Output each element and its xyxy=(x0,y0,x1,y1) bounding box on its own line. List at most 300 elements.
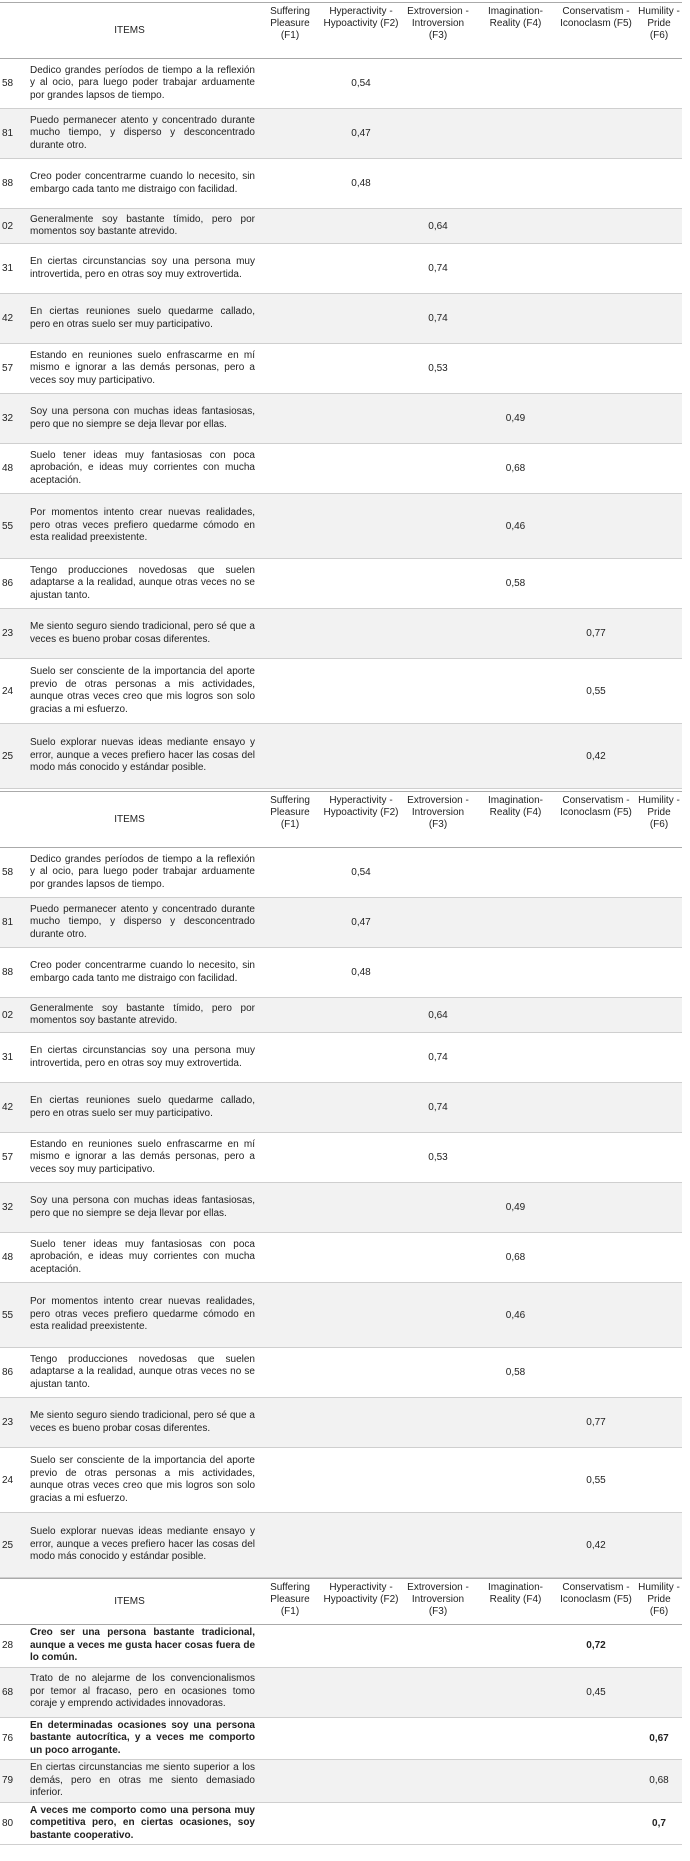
f3-header: Extroversion -Introversion (F3) xyxy=(401,792,475,848)
f4-loading: 0,46 xyxy=(505,1309,526,1321)
f3-loading xyxy=(401,1183,475,1233)
f4-loading: 0,68 xyxy=(505,1252,526,1263)
f2-loading xyxy=(321,494,401,559)
f5-loading xyxy=(556,898,636,948)
f5-loading xyxy=(556,444,636,494)
f6-loading xyxy=(636,1083,682,1133)
f5-loading xyxy=(556,1717,636,1760)
f2-loading xyxy=(321,998,401,1033)
item-number: 48 xyxy=(2,463,14,474)
item-number: 55 xyxy=(2,1309,14,1321)
f2-loading xyxy=(321,1133,401,1183)
f1-loading xyxy=(259,659,321,724)
item-number: 58 xyxy=(2,867,14,878)
f2-loading xyxy=(321,609,401,659)
f4-loading xyxy=(475,898,556,948)
f4-loading xyxy=(475,948,556,998)
item-number: 79 xyxy=(2,1775,14,1787)
item-number: 42 xyxy=(2,313,14,324)
item-text: Soy una persona con muchas ideas fantasiosas, pero que no siempre se deja llevar por ellas. xyxy=(30,1195,255,1219)
item-text: Generalmente soy bastante tímido, pero por momentos soy bastante atrevido. xyxy=(30,213,255,237)
item-number: 28 xyxy=(2,1640,14,1652)
f5-header: Conservatism - Iconoclasm (F5) xyxy=(556,3,636,59)
f4-loading xyxy=(475,209,556,244)
f3-loading: 0,53 xyxy=(428,1152,448,1163)
item-text: Suelo tener ideas muy fantasiosas con poca aprobación, e ideas muy corrientes con mucha aceptación. xyxy=(30,449,255,486)
f3-loading: 0,74 xyxy=(428,1102,448,1113)
table-row xyxy=(0,1183,682,1233)
item-number: 55 xyxy=(2,520,14,532)
factor-table-3 xyxy=(0,1578,690,1845)
items-header: ITEMS xyxy=(0,792,259,848)
f6-loading xyxy=(636,209,682,244)
f1-loading xyxy=(259,1513,321,1578)
item-text: Creo ser una persona bastante tradicional, aunque a veces me gusta hacer cosas fuera de lo común. xyxy=(30,1627,255,1663)
f1-loading xyxy=(259,1398,321,1448)
item-number: 25 xyxy=(2,1539,14,1551)
f5-loading xyxy=(556,1283,636,1348)
f6-loading xyxy=(636,1348,682,1398)
item-text: Suelo ser consciente de la importancia del aporte previo de otras personas a mis actividades, aunque otras veces creo que mis logros son solo gracias a mi esfuerzo. xyxy=(30,1455,255,1504)
table-row xyxy=(0,159,682,209)
items-header: ITEMS xyxy=(0,3,259,59)
table-row xyxy=(0,1802,682,1845)
f1-header: Suffering Pleasure (F1) xyxy=(259,3,321,59)
f3-loading xyxy=(401,1625,475,1668)
f5-loading xyxy=(556,209,636,244)
item-number: 25 xyxy=(2,750,14,762)
f1-loading xyxy=(259,898,321,948)
item-number: 23 xyxy=(2,1417,14,1428)
f1-loading xyxy=(259,344,321,394)
table-row xyxy=(0,998,682,1033)
f6-loading xyxy=(636,344,682,394)
f5-loading xyxy=(556,1133,636,1183)
f3-loading xyxy=(401,109,475,159)
f1-loading xyxy=(259,848,321,898)
f3-loading xyxy=(401,898,475,948)
f4-loading xyxy=(475,998,556,1033)
table-row xyxy=(0,1625,682,1668)
f4-loading xyxy=(475,1802,556,1845)
f1-loading xyxy=(259,1233,321,1283)
f5-header: Conservatism - Iconoclasm (F5) xyxy=(556,1579,636,1625)
f1-loading xyxy=(259,1083,321,1133)
f3-loading: 0,74 xyxy=(428,313,448,324)
f2-loading: 0,48 xyxy=(351,178,371,189)
loadings-table xyxy=(0,1578,682,1845)
f4-loading xyxy=(475,1083,556,1133)
f2-loading xyxy=(321,1348,401,1398)
f5-loading xyxy=(556,109,636,159)
table-row xyxy=(0,659,682,724)
f1-loading xyxy=(259,1802,321,1845)
f4-loading xyxy=(475,1398,556,1448)
f2-loading xyxy=(321,344,401,394)
item-number: 86 xyxy=(2,1367,14,1378)
f5-loading xyxy=(556,394,636,444)
table-row xyxy=(0,1448,682,1513)
table-header-row xyxy=(0,1579,682,1625)
f5-loading xyxy=(556,294,636,344)
f4-loading: 0,58 xyxy=(505,1367,526,1378)
f4-loading: 0,46 xyxy=(505,520,526,532)
f5-loading: 0,55 xyxy=(586,685,606,697)
item-text: Tengo producciones novedosas que suelen adaptarse a la realidad, aunque otras veces no se ajustan tanto. xyxy=(30,1353,255,1390)
item-text: Dedico grandes períodos de tiempo a la reflexión y al ocio, para luego poder trabajar arduamente por grandes lapsos de tiempo. xyxy=(30,853,255,890)
item-number: 81 xyxy=(2,917,14,928)
f6-header: Humility - Pride (F6) xyxy=(636,1579,682,1625)
f3-loading xyxy=(401,559,475,609)
f6-loading xyxy=(636,998,682,1033)
table-row xyxy=(0,948,682,998)
item-number: 32 xyxy=(2,413,14,424)
item-number: 57 xyxy=(2,1152,14,1163)
f2-loading xyxy=(321,1717,401,1760)
item-text: Generalmente soy bastante tímido, pero por momentos soy bastante atrevido. xyxy=(30,1002,255,1026)
f6-loading xyxy=(636,1033,682,1083)
item-text: Puedo permanecer atento y concentrado durante mucho tiempo, y disperso y desconcentrado durante otro. xyxy=(30,903,255,940)
item-text: Estando en reuniones suelo enfrascarme en mí mismo e ignorar a las demás personas, pero a veces soy muy participativo. xyxy=(30,349,255,386)
f4-loading xyxy=(475,109,556,159)
item-number: 48 xyxy=(2,1252,14,1263)
item-text: En ciertas reuniones suelo quedarme callado, pero en otras suelo ser muy participativo. xyxy=(30,1095,255,1119)
f4-loading: 0,49 xyxy=(505,1202,526,1213)
item-text: Dedico grandes períodos de tiempo a la reflexión y al ocio, para luego poder trabajar arduamente por grandes lapsos de tiempo. xyxy=(30,64,255,101)
table-row xyxy=(0,294,682,344)
f6-loading xyxy=(636,1625,682,1668)
f5-header: Conservatism - Iconoclasm (F5) xyxy=(556,792,636,848)
f6-loading xyxy=(636,1133,682,1183)
table-row xyxy=(0,724,682,789)
f5-loading xyxy=(556,559,636,609)
f5-loading xyxy=(556,244,636,294)
f1-loading xyxy=(259,724,321,789)
item-text: Suelo ser consciente de la importancia del aporte previo de otras personas a mis actividades, aunque otras veces creo que mis logros son solo gracias a mi esfuerzo. xyxy=(30,666,255,715)
f4-header: Imagination-Reality (F4) xyxy=(475,1579,556,1625)
item-number: 76 xyxy=(2,1732,14,1744)
table-row xyxy=(0,559,682,609)
f2-header: Hyperactivity -Hypoactivity (F2) xyxy=(321,792,401,848)
f4-loading xyxy=(475,1033,556,1083)
f5-loading: 0,55 xyxy=(586,1474,606,1486)
f6-loading xyxy=(636,159,682,209)
table-row xyxy=(0,1033,682,1083)
f1-loading xyxy=(259,109,321,159)
f1-loading xyxy=(259,609,321,659)
f4-loading xyxy=(475,1625,556,1668)
f2-header: Hyperactivity -Hypoactivity (F2) xyxy=(321,3,401,59)
f3-loading xyxy=(401,724,475,789)
f3-header: Extroversion -Introversion (F3) xyxy=(401,3,475,59)
f3-loading xyxy=(401,1802,475,1845)
f4-loading xyxy=(475,159,556,209)
f3-loading xyxy=(401,848,475,898)
item-text: En determinadas ocasiones soy una persona bastante autocrítica, y a veces me comporto un poco arrogante. xyxy=(30,1719,255,1756)
f1-loading xyxy=(259,1448,321,1513)
f2-loading xyxy=(321,1802,401,1845)
f1-loading xyxy=(259,559,321,609)
f6-loading xyxy=(636,659,682,724)
f1-loading xyxy=(259,1348,321,1398)
f2-loading xyxy=(321,1283,401,1348)
f3-loading xyxy=(401,444,475,494)
f1-header: Suffering Pleasure (F1) xyxy=(259,1579,321,1625)
f4-loading xyxy=(475,609,556,659)
f6-loading xyxy=(636,848,682,898)
f2-loading: 0,48 xyxy=(351,967,371,978)
f6-loading xyxy=(636,948,682,998)
item-text: Tengo producciones novedosas que suelen adaptarse a la realidad, aunque otras veces no se ajustan tanto. xyxy=(30,564,255,601)
f1-loading xyxy=(259,209,321,244)
table-row xyxy=(0,109,682,159)
f5-loading xyxy=(556,159,636,209)
item-number: 88 xyxy=(2,178,14,189)
item-number: 23 xyxy=(2,628,14,639)
table-row xyxy=(0,1513,682,1578)
f3-loading xyxy=(401,1717,475,1760)
f5-loading xyxy=(556,1033,636,1083)
f3-loading xyxy=(401,948,475,998)
item-text: Trato de no alejarme de los convencionalismos por temor al fracaso, pero en ocasiones tomo coraje y emprendo actividades innovadoras. xyxy=(30,1673,255,1710)
item-text: En ciertas circunstancias soy una persona muy introvertida, pero en otras soy muy extrovertida. xyxy=(30,256,255,280)
f6-header: Humility - Pride (F6) xyxy=(636,792,682,848)
f4-header: Imagination-Reality (F4) xyxy=(475,792,556,848)
f1-loading xyxy=(259,244,321,294)
f3-loading: 0,53 xyxy=(428,363,448,374)
item-text: Suelo explorar nuevas ideas mediante ensayo y error, aunque a veces prefiero hacer las cosas del modo más conocido y estándar posible. xyxy=(30,737,255,774)
f4-loading xyxy=(475,659,556,724)
f1-loading xyxy=(259,1033,321,1083)
table-row xyxy=(0,209,682,244)
item-number: 24 xyxy=(2,1474,14,1486)
f2-loading xyxy=(321,559,401,609)
item-number: 81 xyxy=(2,128,14,139)
item-text: En ciertas reuniones suelo quedarme callado, pero en otras suelo ser muy participativo. xyxy=(30,306,255,330)
table-row xyxy=(0,848,682,898)
table-row xyxy=(0,1348,682,1398)
factor-table-1 xyxy=(0,2,690,789)
f6-loading xyxy=(636,1513,682,1578)
f4-loading xyxy=(475,294,556,344)
table-row xyxy=(0,244,682,294)
table-row xyxy=(0,1760,682,1803)
f2-loading xyxy=(321,1513,401,1578)
f4-loading xyxy=(475,59,556,109)
table-row xyxy=(0,1667,682,1717)
table-row xyxy=(0,494,682,559)
item-text: Creo poder concentrarme cuando lo necesito, sin embargo cada tanto me distraigo con facilidad. xyxy=(30,960,255,984)
f4-loading xyxy=(475,344,556,394)
f5-loading: 0,77 xyxy=(586,628,606,639)
table-row xyxy=(0,1083,682,1133)
f3-loading xyxy=(401,1513,475,1578)
f2-loading xyxy=(321,1398,401,1448)
item-text: Por momentos intento crear nuevas realidades, pero otras veces prefiero quedarme cómodo en esta realidad preexistente. xyxy=(30,507,255,544)
loadings-table xyxy=(0,791,682,1578)
item-text: Me siento seguro siendo tradicional, pero sé que a veces es bueno probar cosas diferentes. xyxy=(30,1410,255,1434)
f6-loading xyxy=(636,444,682,494)
table-row xyxy=(0,1133,682,1183)
f5-loading xyxy=(556,59,636,109)
item-number: 42 xyxy=(2,1102,14,1113)
f3-loading: 0,74 xyxy=(428,263,448,274)
table-row xyxy=(0,1283,682,1348)
f5-loading xyxy=(556,1083,636,1133)
f3-loading xyxy=(401,1233,475,1283)
f1-loading xyxy=(259,1183,321,1233)
f5-loading xyxy=(556,998,636,1033)
f6-loading xyxy=(636,244,682,294)
f6-loading: 0,67 xyxy=(649,1732,669,1744)
f5-loading: 0,72 xyxy=(586,1640,606,1652)
item-number: 57 xyxy=(2,363,14,374)
table-row xyxy=(0,344,682,394)
f5-loading xyxy=(556,948,636,998)
f6-loading xyxy=(636,898,682,948)
f5-loading: 0,42 xyxy=(586,750,606,762)
f6-loading xyxy=(636,59,682,109)
f4-loading: 0,58 xyxy=(505,578,526,589)
f2-loading xyxy=(321,244,401,294)
f4-loading xyxy=(475,724,556,789)
item-number: 24 xyxy=(2,685,14,697)
f3-loading: 0,74 xyxy=(428,1052,448,1063)
item-text: A veces me comporto como una persona muy competitiva pero, en ciertas ocasiones, soy bastante cooperativo. xyxy=(30,1804,255,1841)
item-text: Suelo tener ideas muy fantasiosas con poca aprobación, e ideas muy corrientes con mucha aceptación. xyxy=(30,1238,255,1275)
f6-loading xyxy=(636,494,682,559)
f2-loading: 0,54 xyxy=(351,867,371,878)
f2-loading: 0,47 xyxy=(351,917,371,928)
f6-loading xyxy=(636,1667,682,1717)
f6-loading xyxy=(636,1398,682,1448)
table-row xyxy=(0,1398,682,1448)
item-text: Por momentos intento crear nuevas realidades, pero otras veces prefiero quedarme cómodo en esta realidad preexistente. xyxy=(30,1296,255,1333)
f3-loading xyxy=(401,659,475,724)
item-text: Me siento seguro siendo tradicional, pero sé que a veces es bueno probar cosas diferentes. xyxy=(30,621,255,645)
f3-header: Extroversion -Introversion (F3) xyxy=(401,1579,475,1625)
f6-loading xyxy=(636,294,682,344)
table-row xyxy=(0,394,682,444)
f6-loading xyxy=(636,1233,682,1283)
f2-loading: 0,54 xyxy=(351,78,371,89)
f1-loading xyxy=(259,1667,321,1717)
table-row xyxy=(0,1233,682,1283)
f4-loading xyxy=(475,1717,556,1760)
f3-loading xyxy=(401,1348,475,1398)
f3-loading xyxy=(401,609,475,659)
f5-loading xyxy=(556,494,636,559)
f2-header: Hyperactivity -Hypoactivity (F2) xyxy=(321,1579,401,1625)
f2-loading xyxy=(321,394,401,444)
f4-loading xyxy=(475,1667,556,1717)
f2-loading xyxy=(321,724,401,789)
table-header-row xyxy=(0,792,682,848)
f3-loading: 0,64 xyxy=(428,220,448,232)
f3-loading xyxy=(401,1448,475,1513)
item-text: Puedo permanecer atento y concentrado durante mucho tiempo, y disperso y desconcentrado durante otro. xyxy=(30,114,255,151)
f5-loading xyxy=(556,1183,636,1233)
f6-loading xyxy=(636,609,682,659)
item-number: 02 xyxy=(2,220,14,232)
table-header-row xyxy=(0,3,682,59)
item-number: 80 xyxy=(2,1817,14,1829)
f6-loading xyxy=(636,1448,682,1513)
f1-loading xyxy=(259,1625,321,1668)
items-header: ITEMS xyxy=(0,1579,259,1625)
f2-loading: 0,47 xyxy=(351,128,371,139)
f6-loading xyxy=(636,109,682,159)
item-number: 68 xyxy=(2,1686,14,1698)
f4-loading xyxy=(475,848,556,898)
f6-loading xyxy=(636,559,682,609)
f1-loading xyxy=(259,444,321,494)
item-text: Estando en reuniones suelo enfrascarme en mí mismo e ignorar a las demás personas, pero a veces soy muy participativo. xyxy=(30,1138,255,1175)
f5-loading xyxy=(556,344,636,394)
f4-loading xyxy=(475,1448,556,1513)
item-number: 58 xyxy=(2,78,14,89)
f6-loading: 0,7 xyxy=(652,1817,666,1829)
f2-loading xyxy=(321,1625,401,1668)
f4-loading: 0,68 xyxy=(505,463,526,474)
f4-loading xyxy=(475,1760,556,1803)
f1-loading xyxy=(259,948,321,998)
f2-loading xyxy=(321,1448,401,1513)
f6-loading xyxy=(636,724,682,789)
f2-loading xyxy=(321,294,401,344)
item-text: En ciertas circunstancias soy una persona muy introvertida, pero en otras soy muy extrovertida. xyxy=(30,1045,255,1069)
f5-loading xyxy=(556,848,636,898)
f2-loading xyxy=(321,1667,401,1717)
f1-loading xyxy=(259,998,321,1033)
f5-loading xyxy=(556,1760,636,1803)
item-number: 86 xyxy=(2,578,14,589)
table-row xyxy=(0,444,682,494)
f4-header: Imagination-Reality (F4) xyxy=(475,3,556,59)
f6-loading xyxy=(636,1183,682,1233)
f1-loading xyxy=(259,1283,321,1348)
item-text: Soy una persona con muchas ideas fantasiosas, pero que no siempre se deja llevar por ellas. xyxy=(30,406,255,430)
table-row xyxy=(0,609,682,659)
f2-loading xyxy=(321,659,401,724)
item-number: 02 xyxy=(2,1009,14,1021)
table-row xyxy=(0,59,682,109)
f2-loading xyxy=(321,1183,401,1233)
f1-loading xyxy=(259,1717,321,1760)
item-number: 31 xyxy=(2,263,14,274)
f1-loading xyxy=(259,294,321,344)
f5-loading xyxy=(556,1233,636,1283)
f3-loading: 0,64 xyxy=(428,1009,448,1021)
item-number: 32 xyxy=(2,1202,14,1213)
f5-loading xyxy=(556,1802,636,1845)
item-number: 88 xyxy=(2,967,14,978)
f5-loading xyxy=(556,1348,636,1398)
f2-loading xyxy=(321,1233,401,1283)
f3-loading xyxy=(401,494,475,559)
f1-loading xyxy=(259,494,321,559)
table-row xyxy=(0,1717,682,1760)
f4-loading xyxy=(475,244,556,294)
item-text: Creo poder concentrarme cuando lo necesito, sin embargo cada tanto me distraigo con facilidad. xyxy=(30,171,255,195)
f6-loading: 0,68 xyxy=(649,1775,669,1787)
f3-loading xyxy=(401,1760,475,1803)
f3-loading xyxy=(401,1283,475,1348)
f2-loading xyxy=(321,1760,401,1803)
f2-loading xyxy=(321,1033,401,1083)
f2-loading xyxy=(321,1083,401,1133)
f6-header: Humility - Pride (F6) xyxy=(636,3,682,59)
